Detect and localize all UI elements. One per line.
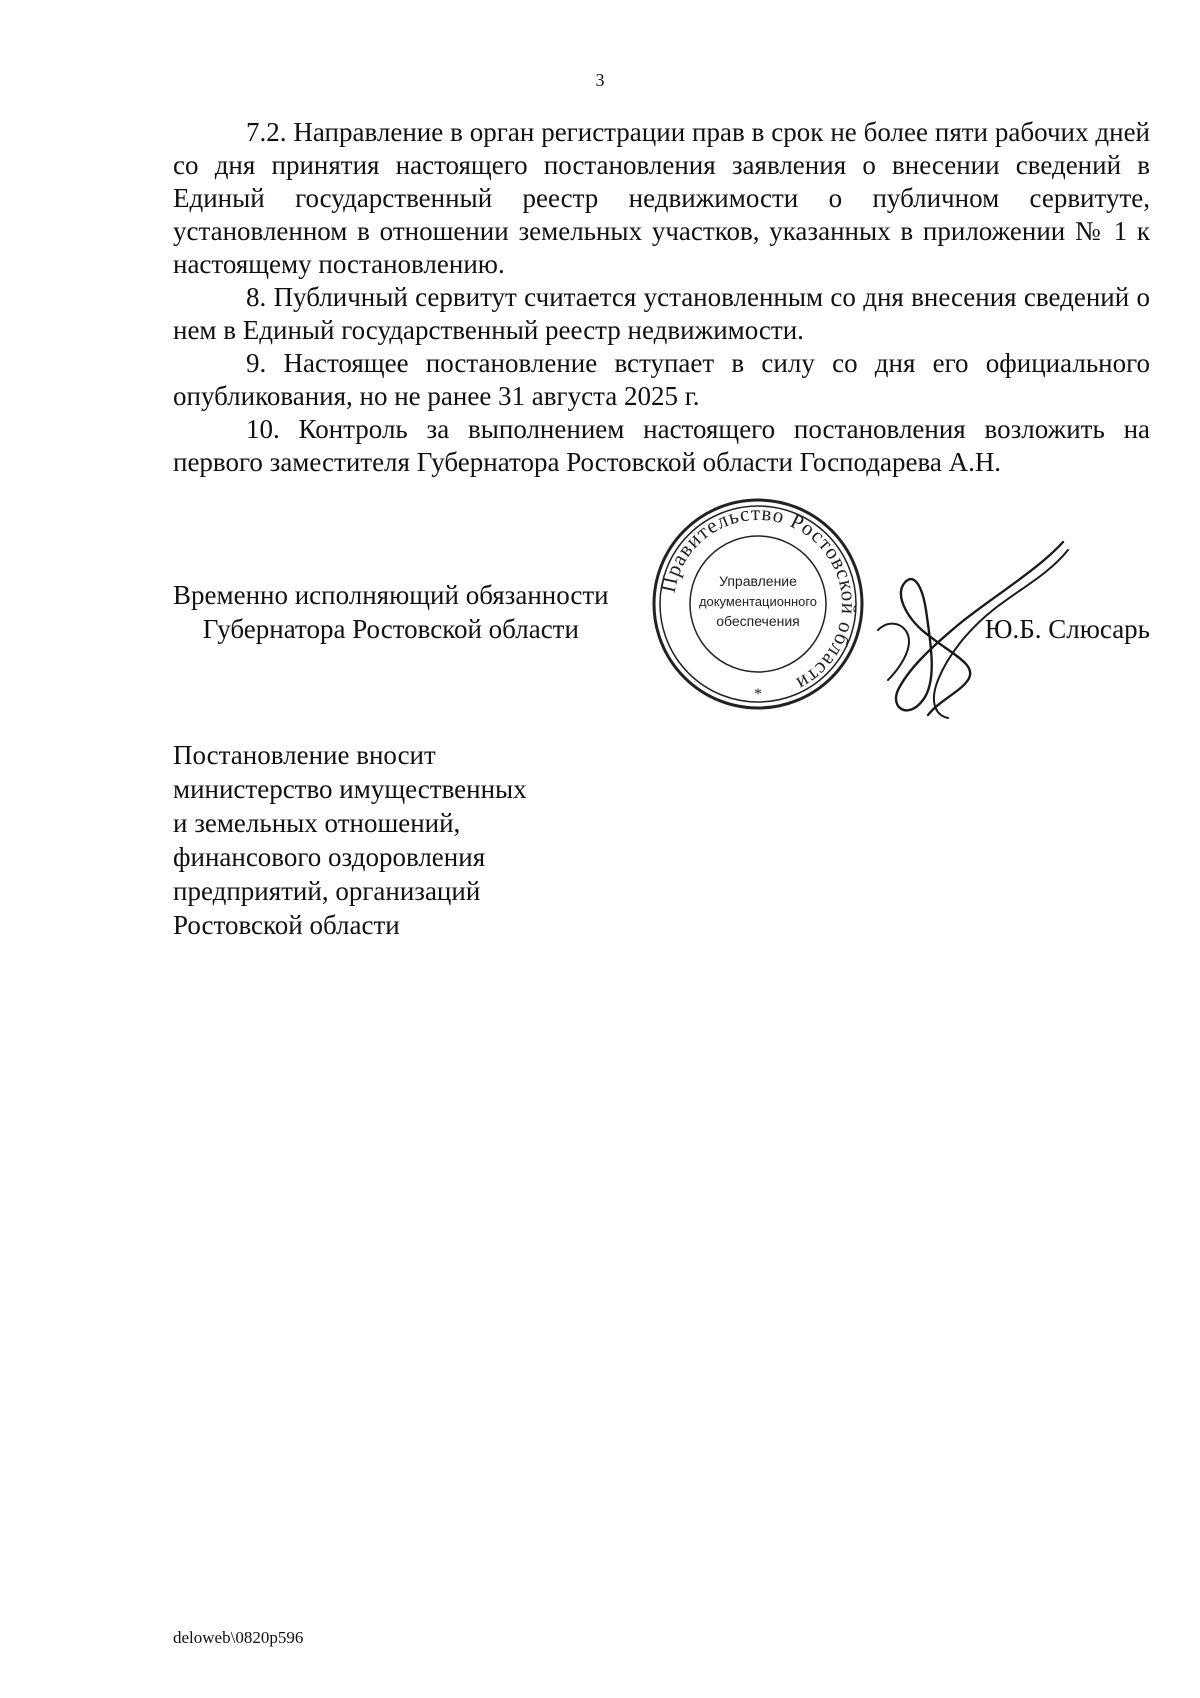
signatory-position-line1: Временно исполняющий обязанности	[173, 580, 609, 610]
seal-inner-line1: Управление	[719, 573, 797, 589]
page-number: 3	[595, 70, 605, 90]
submitter-line: финансового оздоровления	[173, 842, 486, 872]
paragraph-9: 9. Настоящее постановление вступает в силу со дня его официального опубликования, но не ранее 31 августа 2025 г.	[173, 348, 1150, 411]
paragraph-10: 10. Контроль за выполнением настоящего постановления возложить на первого заместителя Губернатора Ростовской области Господарева А.Н.	[173, 414, 1150, 477]
seal-star: *	[754, 686, 762, 703]
document-registry-code: deloweb\0820p596	[173, 1628, 304, 1647]
submitter-line: и земельных отношений,	[173, 808, 461, 838]
seal-outer-text: Правительство Ростовской области	[655, 500, 862, 697]
submitter-note	[173, 738, 693, 942]
submitter-line: министерство имущественных	[173, 774, 527, 804]
signatory-position-line2: Губернатора Ростовской области	[202, 614, 579, 644]
paragraph-7-2: 7.2. Направление в орган регистрации прав в срок не более пяти рабочих дней со дня принятия настоящего постановления заявления о внесении сведений в Единый государственный реестр недвижимости о публичном сервитуте, установленном в отношении земельных участков, указанных в приложении № 1 к настоящему постановлению.	[173, 117, 1150, 279]
submitter-line: Ростовской области	[173, 910, 400, 940]
signatory-position	[173, 578, 609, 646]
body-text	[173, 116, 1150, 479]
signatory-name: Ю.Б. Слюсарь	[984, 614, 1150, 644]
seal-inner-line2: документационного	[699, 594, 817, 609]
submitter-line: Постановление вносит	[173, 740, 436, 770]
submitter-line: предприятий, организаций	[173, 876, 481, 906]
signature-block	[173, 500, 1150, 740]
seal-inner-line3: обеспечения	[716, 613, 800, 629]
official-seal-icon	[648, 494, 868, 714]
paragraph-8: 8. Публичный сервитут считается установленным со дня внесения сведений о нем в Единый государственный реестр недвижимости.	[173, 282, 1150, 345]
